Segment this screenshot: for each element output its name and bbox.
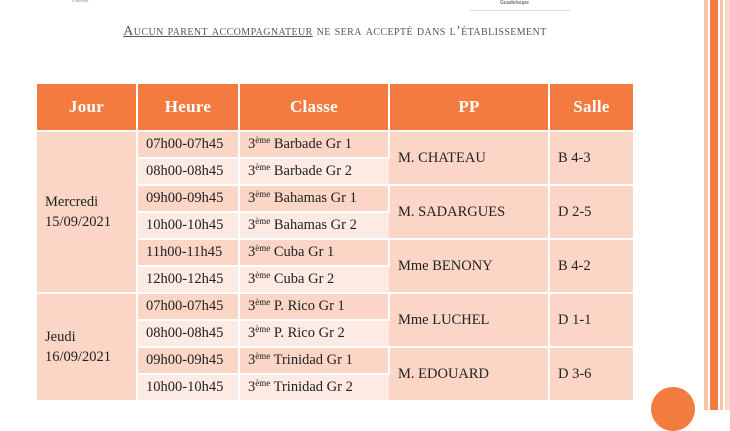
decorative-side-stripes [704,0,730,410]
classe-name: Cuba Gr 2 [270,271,335,287]
logo-right-text: Guadeloupe [500,0,529,6]
day-date: 16/09/2021 [45,349,112,365]
classe-cell [239,131,389,158]
logo-left: Fraternité [72,0,89,3]
classe-name: Trinidad Gr 2 [270,379,353,395]
classe-level-suffix: ème [255,270,271,280]
salle-cell: D 1-1 [549,293,633,347]
classe-level: 3 [248,298,256,314]
day-cell [37,293,137,401]
heure-cell: 07h00-07h45 [137,293,239,320]
heure-cell: 08h00-08h45 [137,158,239,185]
classe-level-suffix: ème [255,324,271,334]
pp-cell: M. CHATEAU [389,131,549,185]
classe-level: 3 [248,217,256,233]
classe-name: Bahamas Gr 1 [270,190,357,206]
classe-level: 3 [248,190,256,206]
classe-level: 3 [248,136,256,152]
classe-cell [239,158,389,185]
classe-cell [239,320,389,347]
classe-cell [239,239,389,266]
classe-level: 3 [248,352,256,368]
classe-name: Barbade Gr 2 [270,163,352,179]
day-cell [37,131,137,293]
notice-rest: ne sera accepté dans l’établissement [312,24,547,39]
header-classe: Classe [239,84,389,131]
decorative-circle [651,387,695,431]
pp-cell: Mme LUCHEL [389,293,549,347]
classe-level-suffix: ème [255,162,271,172]
salle-cell: B 4-3 [549,131,633,185]
table-row [37,131,633,158]
header-jour: Jour [37,84,137,131]
classe-name: Bahamas Gr 2 [270,217,357,233]
table-row [37,293,633,320]
classe-cell [239,185,389,212]
heure-cell: 09h00-09h45 [137,347,239,374]
header-salle: Salle [549,84,633,131]
salle-cell: B 4-2 [549,239,633,293]
heure-cell: 08h00-08h45 [137,320,239,347]
classe-name: Trinidad Gr 1 [270,352,353,368]
header-pp: PP [389,84,549,131]
schedule-table [37,84,633,402]
classe-name: Barbade Gr 1 [270,136,352,152]
notice-text [0,24,670,40]
classe-level: 3 [248,271,256,287]
classe-cell [239,266,389,293]
heure-cell: 10h00-10h45 [137,212,239,239]
day-date: 15/09/2021 [45,214,112,230]
heure-cell: 09h00-09h45 [137,185,239,212]
classe-level-suffix: ème [255,189,271,199]
notice-underlined: Aucun parent accompagnateur [123,24,313,39]
header-heure: Heure [137,84,239,131]
classe-name: P. Rico Gr 1 [270,298,345,314]
pp-cell: M. SADARGUES [389,185,549,239]
classe-level-suffix: ème [255,216,271,226]
heure-cell: 12h00-12h45 [137,266,239,293]
classe-cell [239,347,389,374]
heure-cell: 10h00-10h45 [137,374,239,401]
classe-cell [239,293,389,320]
classe-level-suffix: ème [255,243,271,253]
pp-cell: Mme BENONY [389,239,549,293]
classe-cell [239,374,389,401]
classe-level: 3 [248,379,256,395]
day-name: Mercredi [45,194,99,210]
logo-right [470,0,570,11]
heure-cell: 07h00-07h45 [137,131,239,158]
classe-level: 3 [248,163,256,179]
classe-level: 3 [248,244,256,260]
pp-cell: M. EDOUARD [389,347,549,401]
salle-cell: D 3-6 [549,347,633,401]
classe-level-suffix: ème [255,351,271,361]
classe-level-suffix: ème [255,135,271,145]
classe-level-suffix: ème [255,378,271,388]
classe-cell [239,212,389,239]
classe-level: 3 [248,325,256,341]
salle-cell: D 2-5 [549,185,633,239]
classe-name: P. Rico Gr 2 [270,325,345,341]
day-name: Jeudi [45,329,76,345]
classe-level-suffix: ème [255,297,271,307]
classe-name: Cuba Gr 1 [270,244,335,260]
heure-cell: 11h00-11h45 [137,239,239,266]
table-header-row [37,84,633,131]
